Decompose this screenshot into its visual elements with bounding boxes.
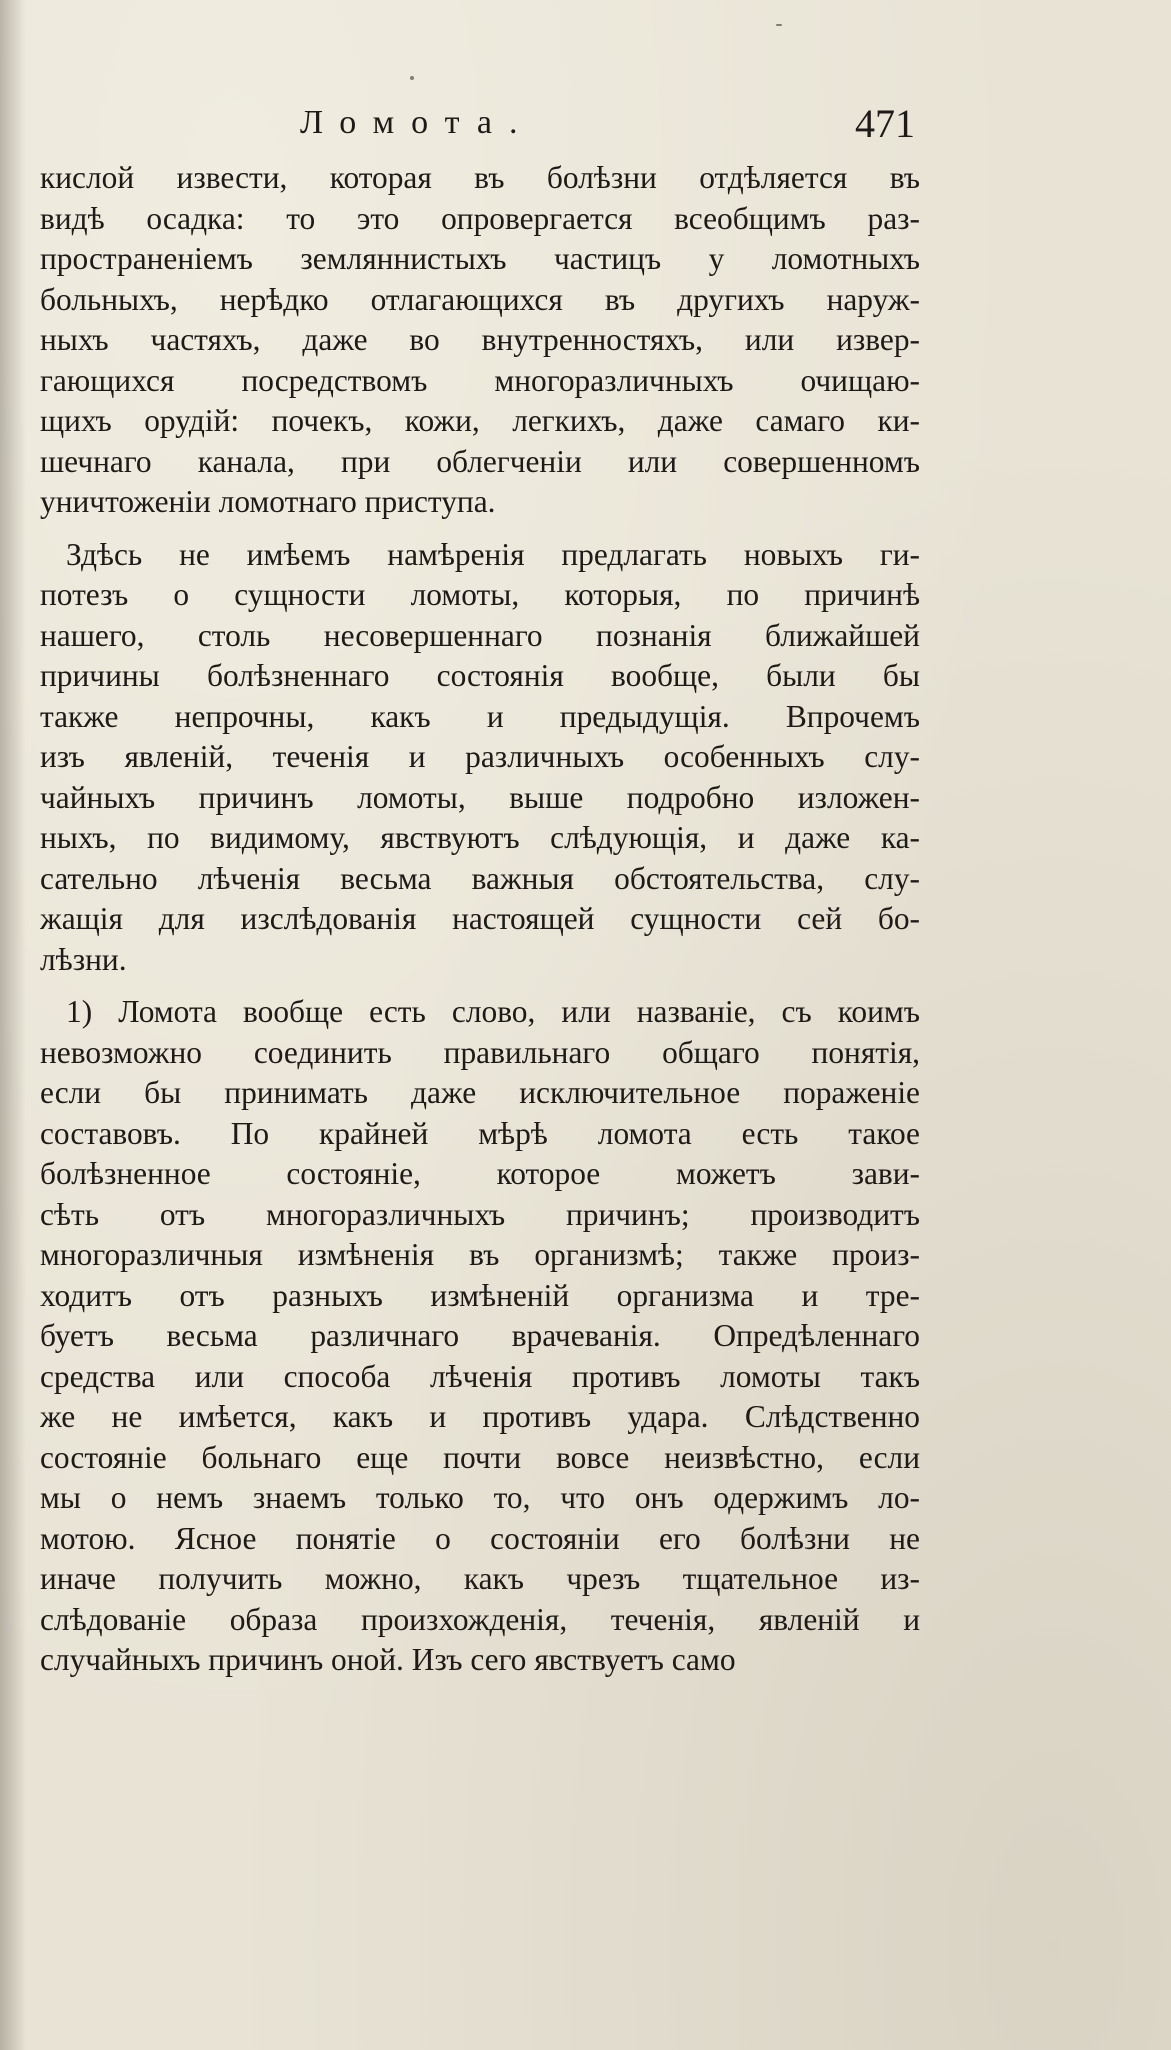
text-line: ныхъ частяхъ, даже во внутренностяхъ, или извер- [40, 322, 920, 357]
text-line: средства или способа лѣченія противъ ломоты такъ [40, 1358, 920, 1394]
text-line: буетъ весьма различнаго врачеванія. Опредѣленнаго [40, 1318, 920, 1353]
text-line: кислой извести, которая въ болѣзни отдѣляется въ [40, 160, 920, 195]
paragraph [40, 992, 920, 1681]
text-line: изъ явленій, теченія и различныхъ особенныхъ слу- [40, 739, 920, 774]
page-header [0, 98, 1171, 158]
text-line: ходитъ отъ разныхъ измѣненій организма и тре- [40, 1277, 920, 1313]
text-line: шечнаго канала, при облегченіи или совершенномъ [40, 443, 920, 479]
text-line: иначе получить можно, какъ чрезъ тщательное из- [40, 1561, 920, 1596]
text-line: жащія для изслѣдованія настоящей сущности сей бо- [40, 901, 920, 936]
text-line: пространеніемъ земляннистыхъ частицъ у ломотныхъ [40, 241, 920, 276]
text-line: 1) Ломота вообще есть слово, или названіе, съ коимъ [66, 994, 920, 1029]
print-speck [776, 24, 782, 26]
text-line: сательно лѣченія весьма важныя обстоятельства, слу- [40, 860, 920, 896]
running-title: Ломота. [300, 104, 535, 141]
text-line: уничтоженіи ломотнаго приступа. [40, 484, 496, 519]
text-line: также непрочны, какъ и предыдущія. Впрочемъ [40, 698, 920, 734]
text-line: многоразличныя измѣненія въ организмѣ; также произ- [40, 1237, 920, 1272]
text-line: слѣдованіе образа произхожденія, теченія, явленій и [40, 1601, 920, 1637]
text-line: если бы принимать даже исключительное пораженіе [40, 1075, 920, 1110]
text-line: видѣ осадка: то это опровергается всеобщимъ раз- [40, 200, 920, 236]
page-gutter-shadow [0, 0, 26, 2050]
print-speck [410, 76, 414, 80]
text-line: случайныхъ причинъ оной. Изъ сего явствуетъ само [40, 1642, 736, 1677]
text-line: болѣзненное состояніе, которое можетъ зави- [40, 1156, 920, 1191]
text-line: лѣзни. [40, 941, 127, 977]
text-line: чайныхъ причинъ ломоты, выше подробно изложен- [40, 779, 920, 815]
text-line: Здѣсь не имѣемъ намѣренія предлагать новыхъ ги- [66, 536, 920, 572]
paragraph [40, 158, 920, 523]
text-line: гающихся посредствомъ многоразличныхъ очищаю- [40, 362, 920, 398]
text-line: причины болѣзненнаго состоянія вообще, были бы [40, 658, 920, 693]
text-line: состояніе больнаго еще почти вовсе неизвѣстно, если [40, 1439, 920, 1475]
text-line: невозможно соединить правильнаго общаго понятія, [40, 1034, 920, 1070]
text-line: же не имѣется, какъ и противъ удара. Слѣдственно [40, 1399, 920, 1434]
text-line: составовъ. По крайней мѣрѣ ломота есть такое [40, 1115, 920, 1151]
body-text [40, 158, 920, 1681]
text-line: потезъ о сущности ломоты, которыя, по причинѣ [40, 577, 920, 612]
text-line: сѣть отъ многоразличныхъ причинъ; производитъ [40, 1196, 920, 1232]
text-line: мы о немъ знаемъ только то, что онъ одержимъ ло- [40, 1480, 920, 1515]
page-number: 471 [855, 101, 915, 146]
text-line: щихъ орудій: почекъ, кожи, легкихъ, даже самаго ки- [40, 403, 920, 438]
paragraph [40, 535, 920, 981]
paragraph-gap [40, 523, 920, 535]
text-line: больныхъ, нерѣдко отлагающихся въ другихъ наруж- [40, 281, 920, 317]
text-line: ныхъ, по видимому, явствуютъ слѣдующія, и даже ка- [40, 820, 920, 855]
text-line: мотою. Ясное понятіе о состояніи его болѣзни не [40, 1520, 920, 1556]
text-line: нашего, столь несовершеннаго познанія ближайшей [40, 617, 920, 653]
paragraph-gap [40, 980, 920, 992]
